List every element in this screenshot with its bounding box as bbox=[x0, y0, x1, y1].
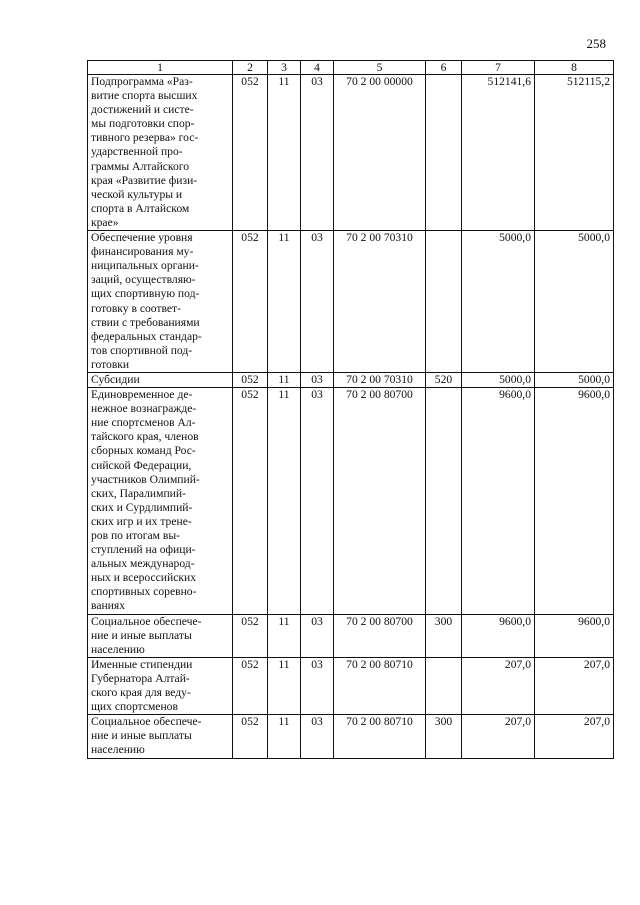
row-name-line: тайского края, членов bbox=[91, 430, 199, 444]
budget-table bbox=[87, 60, 614, 759]
header-cell: 5 bbox=[334, 61, 426, 75]
row-name-line: ных и всероссийских bbox=[91, 571, 196, 585]
row-name-line: сборных команд Рос- bbox=[91, 444, 196, 458]
cell-c3: 11 bbox=[268, 75, 301, 231]
cell-c6 bbox=[426, 388, 462, 615]
cell-c3: 11 bbox=[268, 231, 301, 373]
row-name-line: альных международ- bbox=[91, 557, 195, 571]
header-cell: 4 bbox=[301, 61, 334, 75]
table-row bbox=[88, 657, 614, 714]
row-name-cell bbox=[88, 231, 233, 373]
row-name-line: Именные стипендии bbox=[91, 657, 193, 671]
row-name-line: участников Олимпий- bbox=[91, 472, 200, 486]
row-name-cell bbox=[88, 388, 233, 615]
cell-c7: 9600,0 bbox=[462, 388, 535, 615]
row-name-line: населению bbox=[91, 642, 145, 656]
row-name-line: готовку в соответ- bbox=[91, 301, 181, 315]
row-name-line: края «Развитие физи- bbox=[91, 173, 198, 187]
row-name-cell bbox=[88, 75, 233, 231]
row-name-line: готовки bbox=[91, 357, 130, 371]
cell-c2: 052 bbox=[233, 715, 268, 758]
cell-c2: 052 bbox=[233, 388, 268, 615]
cell-c8: 512115,2 bbox=[535, 75, 614, 231]
row-name-line: Социальное обеспече- bbox=[91, 715, 202, 729]
header-cell: 1 bbox=[88, 61, 233, 75]
header-cell: 7 bbox=[462, 61, 535, 75]
cell-c2: 052 bbox=[233, 657, 268, 714]
row-name-line: Субсидии bbox=[91, 372, 140, 386]
cell-c8: 5000,0 bbox=[535, 231, 614, 373]
row-name-line: тивного резерва» гос- bbox=[91, 131, 199, 145]
row-name-line: финансирования му- bbox=[91, 245, 194, 259]
cell-c5: 70 2 00 80710 bbox=[334, 715, 426, 758]
row-name-line: ваниях bbox=[91, 599, 126, 613]
row-name-line: мы подготовки спор- bbox=[91, 117, 195, 131]
row-name-line: ских, Паралимпий- bbox=[91, 486, 186, 500]
row-name-line: нежное вознагражде- bbox=[91, 402, 197, 416]
table-row bbox=[88, 231, 614, 373]
cell-c5: 70 2 00 00000 bbox=[334, 75, 426, 231]
cell-c7: 207,0 bbox=[462, 715, 535, 758]
cell-c6: 300 bbox=[426, 715, 462, 758]
row-name-line: федеральных стандар- bbox=[91, 329, 202, 343]
row-name-line: Подпрограмма «Раз- bbox=[91, 75, 193, 88]
header-cell: 6 bbox=[426, 61, 462, 75]
row-name-line: сийской Федерации, bbox=[91, 458, 192, 472]
cell-c6 bbox=[426, 75, 462, 231]
row-name-line: Обеспечение уровня bbox=[91, 231, 193, 245]
page-number: 258 bbox=[586, 36, 606, 51]
row-name-line: крае» bbox=[91, 215, 119, 229]
row-name-line: витие спорта высших bbox=[91, 89, 198, 103]
row-name-line: Губернатора Алтай- bbox=[91, 671, 190, 685]
cell-c8: 5000,0 bbox=[535, 372, 614, 387]
cell-c4: 03 bbox=[301, 231, 334, 373]
header-row bbox=[88, 61, 614, 75]
cell-c3: 11 bbox=[268, 372, 301, 387]
cell-c7: 5000,0 bbox=[462, 372, 535, 387]
cell-c4: 03 bbox=[301, 388, 334, 615]
cell-c6: 300 bbox=[426, 614, 462, 657]
cell-c3: 11 bbox=[268, 614, 301, 657]
cell-c5: 70 2 00 70310 bbox=[334, 372, 426, 387]
cell-c8: 9600,0 bbox=[535, 388, 614, 615]
cell-c5: 70 2 00 80700 bbox=[334, 388, 426, 615]
header-cell: 3 bbox=[268, 61, 301, 75]
cell-c4: 03 bbox=[301, 75, 334, 231]
cell-c5: 70 2 00 80700 bbox=[334, 614, 426, 657]
row-name-line: ние и иные выплаты bbox=[91, 729, 192, 743]
row-name-line: ских и Сурдлимпий- bbox=[91, 500, 193, 514]
row-name-line: спорта в Алтайском bbox=[91, 201, 190, 215]
cell-c3: 11 bbox=[268, 388, 301, 615]
cell-c7: 512141,6 bbox=[462, 75, 535, 231]
cell-c4: 03 bbox=[301, 372, 334, 387]
row-name-line: щих спортивную под- bbox=[91, 287, 200, 301]
table-row bbox=[88, 614, 614, 657]
row-name-line: Социальное обеспече- bbox=[91, 614, 202, 628]
cell-c5: 70 2 00 80710 bbox=[334, 657, 426, 714]
cell-c7: 9600,0 bbox=[462, 614, 535, 657]
row-name-line: ров по итогам вы- bbox=[91, 529, 181, 542]
cell-c7: 207,0 bbox=[462, 657, 535, 714]
cell-c5: 70 2 00 70310 bbox=[334, 231, 426, 373]
row-name-line: ческой культуры и bbox=[91, 187, 183, 201]
table-row bbox=[88, 715, 614, 758]
cell-c6: 520 bbox=[426, 372, 462, 387]
cell-c2: 052 bbox=[233, 372, 268, 387]
header-cell: 8 bbox=[535, 61, 614, 75]
cell-c3: 11 bbox=[268, 715, 301, 758]
row-name-line: ниципальных органи- bbox=[91, 259, 199, 273]
cell-c3: 11 bbox=[268, 657, 301, 714]
cell-c8: 207,0 bbox=[535, 715, 614, 758]
cell-c7: 5000,0 bbox=[462, 231, 535, 373]
table-row bbox=[88, 75, 614, 231]
row-name-cell bbox=[88, 657, 233, 714]
table-row bbox=[88, 372, 614, 387]
cell-c8: 9600,0 bbox=[535, 614, 614, 657]
row-name-line: достижений и систе- bbox=[91, 103, 194, 117]
row-name-line: спортивных соревно- bbox=[91, 585, 197, 599]
row-name-line: ние спортсменов Ал- bbox=[91, 416, 196, 430]
cell-c4: 03 bbox=[301, 614, 334, 657]
row-name-line: Единовременное де- bbox=[91, 388, 193, 402]
row-name-line: граммы Алтайского bbox=[91, 159, 190, 173]
row-name-line: ствии с требованиями bbox=[91, 315, 200, 329]
row-name-line: населению bbox=[91, 743, 145, 757]
cell-c2: 052 bbox=[233, 231, 268, 373]
cell-c4: 03 bbox=[301, 657, 334, 714]
cell-c6 bbox=[426, 231, 462, 373]
header-cell: 2 bbox=[233, 61, 268, 75]
row-name-line: заций, осуществляю- bbox=[91, 273, 196, 287]
table-row bbox=[88, 388, 614, 615]
row-name-line: щих спортсменов bbox=[91, 700, 178, 714]
cell-c6 bbox=[426, 657, 462, 714]
cell-c8: 207,0 bbox=[535, 657, 614, 714]
row-name-line: ударственной про- bbox=[91, 145, 183, 159]
row-name-line: ского края для веду- bbox=[91, 686, 191, 700]
cell-c2: 052 bbox=[233, 614, 268, 657]
cell-c4: 03 bbox=[301, 715, 334, 758]
row-name-line: тов спортивной под- bbox=[91, 343, 193, 357]
row-name-line: ских игр и их трене- bbox=[91, 514, 192, 528]
row-name-cell bbox=[88, 715, 233, 758]
row-name-line: ние и иные выплаты bbox=[91, 628, 192, 642]
cell-c2: 052 bbox=[233, 75, 268, 231]
row-name-line: ступлений на офици- bbox=[91, 543, 196, 557]
row-name-cell bbox=[88, 614, 233, 657]
row-name-cell bbox=[88, 372, 233, 387]
